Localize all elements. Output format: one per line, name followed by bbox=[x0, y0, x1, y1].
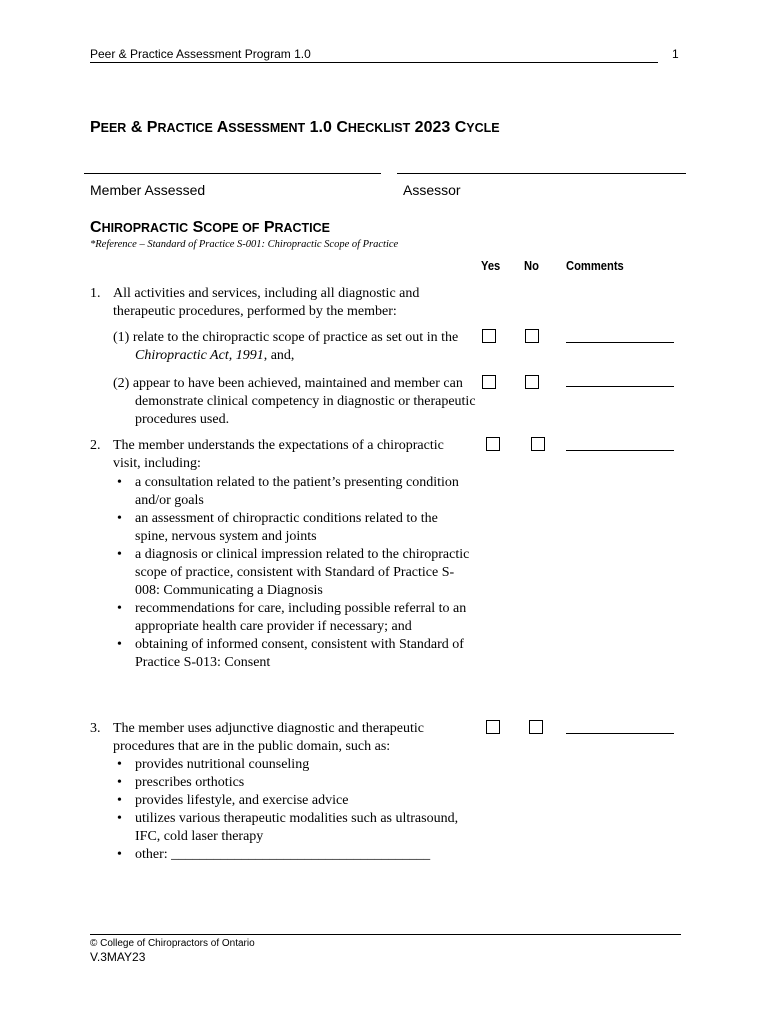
item-3-bullet-list bbox=[113, 756, 473, 864]
list-item: • an assessment of chiropractic conditions related to the spine, nervous system and joints bbox=[117, 511, 438, 544]
item-3-no-checkbox[interactable] bbox=[529, 720, 543, 734]
list-item: • a diagnosis or clinical impression related to the chiropractic scope of practice, consistent with Standard of Practice S-008: Communicating a Diagnosis bbox=[117, 547, 470, 598]
item-1-1-no-checkbox[interactable] bbox=[525, 329, 539, 343]
list-item: • obtaining of informed consent, consistent with Standard of Practice S-013: Consent bbox=[117, 637, 464, 670]
item-1-1-yes-checkbox[interactable] bbox=[482, 329, 496, 343]
list-item-other: • other: _____________________________________ bbox=[117, 847, 431, 862]
item-2-yes-checkbox[interactable] bbox=[486, 437, 500, 451]
other-fill-line[interactable]: _____________________________________ bbox=[171, 847, 431, 862]
item-1-text: All activities and services, including all diagnostic and therapeutic procedures, performed by the member: bbox=[113, 286, 420, 319]
list-item: • prescribes orthotics bbox=[117, 775, 245, 790]
item-2-comment-line[interactable] bbox=[566, 450, 674, 451]
footer-version: V.3MAY23 bbox=[90, 950, 146, 964]
page-number: 1 bbox=[672, 47, 679, 61]
list-item: • a consultation related to the patient’s presenting condition and/or goals bbox=[117, 475, 459, 508]
page-title: PEER & PRACTICE ASSESSMENT 1.0 CHECKLIST 2023 CYCLE bbox=[90, 119, 500, 136]
list-item: • recommendations for care, including possible referral to an appropriate health care provider if necessary; and bbox=[117, 601, 467, 634]
item-3-comment-line[interactable] bbox=[566, 733, 674, 734]
item-1-2-yes-checkbox[interactable] bbox=[482, 375, 496, 389]
column-header-comments: Comments bbox=[566, 258, 624, 273]
assessor-signature-line[interactable] bbox=[397, 173, 686, 174]
item-1-sub-2: (2) appear to have been achieved, maintained and member can demonstrate clinical competency in diagnostic or therapeutic procedures used. bbox=[113, 376, 476, 427]
item-1-1-comment-line[interactable] bbox=[566, 342, 674, 343]
column-header-no: No bbox=[524, 258, 539, 273]
list-item: • provides nutritional counseling bbox=[117, 757, 310, 772]
item-1-2-no-checkbox[interactable] bbox=[525, 375, 539, 389]
reference-note: *Reference – Standard of Practice S-001: Chiropractic Scope of Practice bbox=[90, 239, 399, 250]
column-header-yes: Yes bbox=[481, 258, 501, 273]
item-2-text: The member understands the expectations of a chiropractic visit, including: bbox=[113, 438, 444, 471]
footer-copyright: © College of Chiropractors of Ontario bbox=[90, 938, 255, 949]
assessor-label: Assessor bbox=[403, 182, 461, 198]
list-item: • provides lifestyle, and exercise advice bbox=[117, 793, 349, 808]
item-1-2-comment-line[interactable] bbox=[566, 386, 674, 387]
item-2-no-checkbox[interactable] bbox=[531, 437, 545, 451]
item-2-number: 2. bbox=[90, 438, 101, 453]
item-1-sub-1: (1) relate to the chiropractic scope of practice as set out in the Chiropractic Act, 1991, and, bbox=[113, 330, 459, 363]
item-3-number: 3. bbox=[90, 721, 101, 736]
item-3-text: The member uses adjunctive diagnostic and therapeutic procedures that are in the public domain, such as: bbox=[113, 721, 425, 754]
member-signature-line[interactable] bbox=[84, 173, 381, 174]
member-assessed-label: Member Assessed bbox=[90, 182, 206, 198]
list-item: • utilizes various therapeutic modalities such as ultrasound, IFC, cold laser therapy bbox=[117, 811, 459, 844]
item-1-number: 1. bbox=[90, 286, 101, 301]
running-header: Peer & Practice Assessment Program 1.0 bbox=[90, 46, 658, 63]
item-3-yes-checkbox[interactable] bbox=[486, 720, 500, 734]
section-heading: CHIROPRACTIC SCOPE OF PRACTICE bbox=[90, 219, 330, 236]
footer-rule bbox=[90, 934, 681, 935]
item-2-bullet-list bbox=[113, 474, 473, 672]
